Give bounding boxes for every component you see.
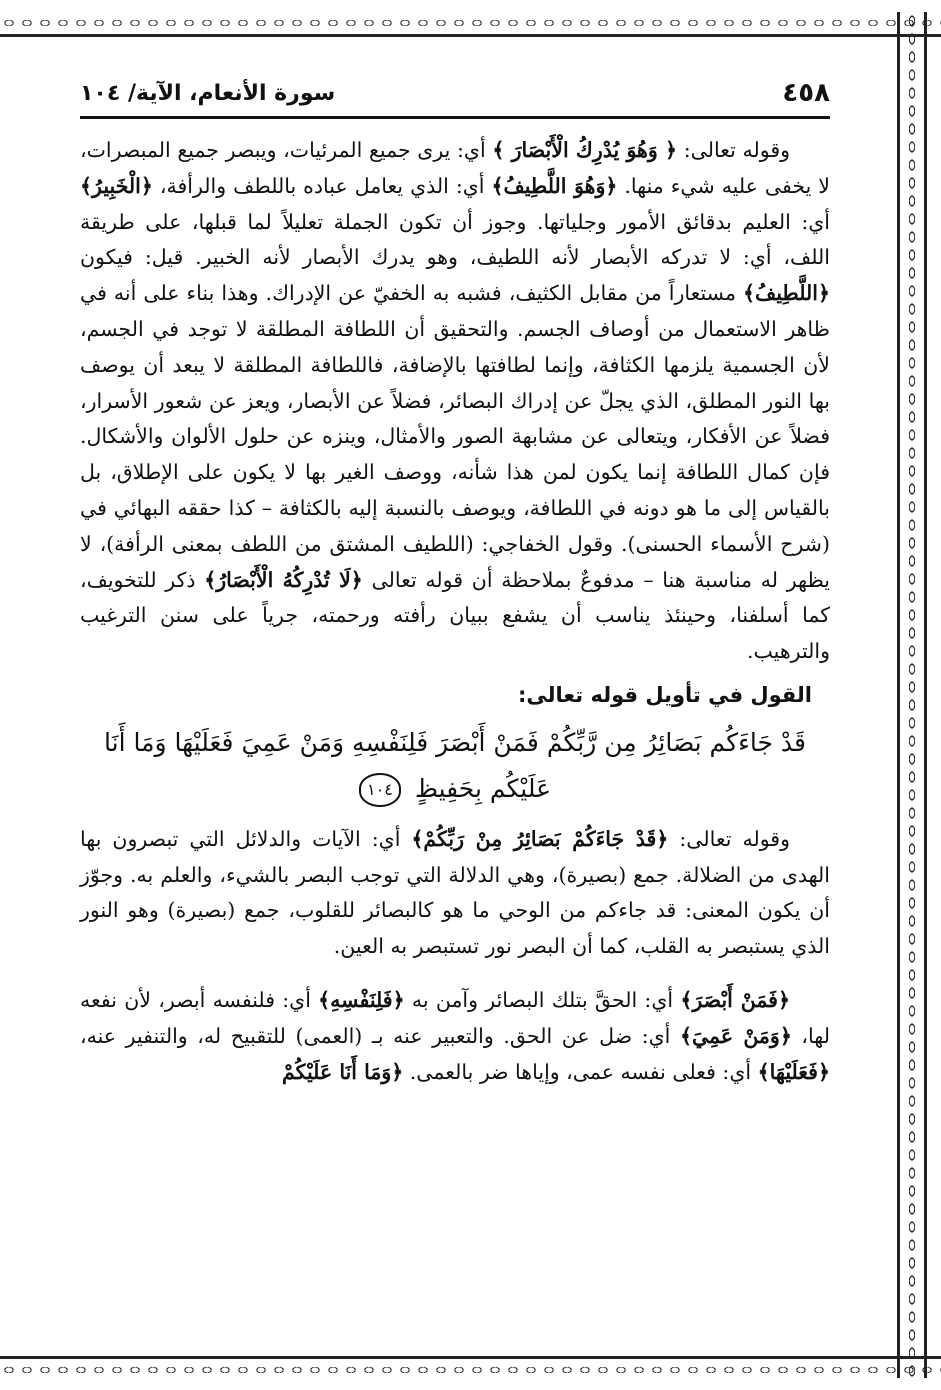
quran-quote: ﴿اللَّطِيفُ﴾ (743, 281, 830, 306)
text-segment: أي: ضل عن الحق. والتعبير عنه بـ (العمى) للتقبيح له، والتنفير عنه، (80, 1023, 680, 1048)
book-page (80, 70, 830, 1350)
ayah-number-marker: ١٠٤ (359, 773, 401, 807)
commentary-text (80, 133, 830, 1090)
section-heading: القول في تأويل قوله تعالى: (518, 682, 812, 707)
quran-quote: ﴿فَعَلَيْهَا﴾ (757, 1059, 830, 1084)
text-segment: وقوله تعالى: (668, 826, 790, 851)
paragraph-gap (80, 965, 830, 983)
paragraph-1 (80, 133, 830, 670)
quran-quote: ﴿الْخَبِيرُ﴾ (80, 173, 153, 198)
text-segment: وقوله تعالى: (677, 138, 791, 162)
page-number: ٤٥٨ (782, 78, 830, 108)
text-segment: أي: الذي يعامل عباده باللطف والرأفة، (152, 173, 492, 198)
quran-quote: ﴿ وَهُوَ يُدْرِكُ الْأَبْصَارَ ﴾ (492, 138, 678, 162)
quran-quote: ﴿وَهُوَ اللَّطِيفُ﴾ (491, 173, 618, 198)
running-title: سورة الأنعام، الآية/ ١٠٤ (80, 80, 336, 106)
text-segment: مستعاراً من مقابل الكثيف، فشبه به الخفيّ عن الإدراك. وهذا بناء على أنه في ظاهر الاستعمال من أوصاف الجسم. والتحقيق أن اللطافة المطلقة لا توجد في الجسم، لأن الجسمية يلزمها الكثافة، وإنما لطافتها بالإضافة، فاللطافة المطلقة لا يبعد أن يوصف بها النور المطلق، الذي يجلّ عن إدراك البصائر، فضلاً عن الأبصار، ويعز عن شعور الأسرار، فضلاً عن الأفكار، ويتعالى عن مشابهة الصور والأمثال، وينزه عن حلول الألوان والأشكال. فإن كمال اللطافة إنما يكون لمن هذا شأنه، ووصف الغير بها لا يكون على الإطلاق، بل بالقياس إلى ما هو دونه في اللطافة، ويوصف بالنسبة إليه بالكثافة – كذا حققه البهائي في (شرح الأسماء الحسنى). وقول الخفاجي: (اللطيف المشتق من اللطف بمعنى الرأفة)، لا يظهر له مناسبة هنا – مدفوعٌ بملاحظة أن قوله تعالى (80, 281, 831, 592)
quran-quote: ﴿فَلِنَفْسِهِ﴾ (318, 987, 405, 1012)
page-header (80, 70, 830, 119)
top-border-ornament (0, 12, 941, 37)
quran-quote: ﴿وَمَا أَنَا عَلَيْكُمْ (282, 1059, 404, 1084)
text-segment: أي: فلنفسه أبصر، لأن نفعه لها، (80, 987, 830, 1048)
verse-text: قَدْ جَاءَكُم بَصَائِرُ مِن رَّبِّكُمْ فَمَنْ أَبْصَرَ فَلِنَفْسِهِ وَمَنْ عَمِيَ فَعَلَيْهَا وَمَا أَنَا عَلَيْكُم بِحَفِيظٍ (104, 727, 806, 803)
text-segment: أي: العليم بدقائق الأمور وجلياتها. وجوز أن تكون الجملة تعليلاً لما قبلها، على طريقة اللف، أي: لا تدركه الأبصار لأنه اللطيف، وهو يدرك الأبصار لأنه الخبير. قيل: فيكون (80, 209, 830, 270)
paragraph-3 (80, 983, 830, 1090)
text-segment: أي: الحقَّ بتلك البصائر وآمن به (404, 987, 681, 1012)
quran-verse (80, 720, 830, 812)
text-segment: أي: يرى جميع المرئيات، ويبصر جميع المبصرات، لا يخفى عليه شيء منها. (80, 138, 830, 198)
quran-quote: ﴿فَمَنْ أَبْصَرَ﴾ (680, 987, 790, 1012)
text-segment: ذكر للتخويف، كما أسلفنا، وحينئذ يناسب أن يشفع ببيان رأفته ورحمته، جرياً على سنن الترغيب والترهيب. (80, 567, 830, 664)
text-segment: أي: فعلى نفسه عمى، وإياها ضر بالعمى. (403, 1059, 758, 1084)
right-border-ornament (897, 12, 927, 1378)
paragraph-2 (80, 822, 830, 965)
bottom-border-ornament (0, 1356, 941, 1381)
quran-quote: ﴿لَا تُدْرِكُهُ الْأَبْصَارُ﴾ (204, 567, 363, 592)
quran-quote: ﴿قَدْ جَاءَكُمْ بَصَائِرُ مِنْ رَبِّكُمْ﴾ (411, 826, 669, 851)
text-segment: أي: الآيات والدلائل التي تبصرون بها الهدى من الضلالة. جمع (بصيرة)، وهي الدلالة التي توجب البصر بالشيء، والعلم به. وجوّز أن يكون المعنى: قد جاءكم من الوحي ما هو كالبصائر للقلوب، جمع (بصيرة) وهو النور الذي يستبصر به القلب، كما أن البصر نور تستبصر به العين. (80, 826, 830, 959)
quran-quote: ﴿وَمَنْ عَمِيَ﴾ (679, 1023, 792, 1048)
